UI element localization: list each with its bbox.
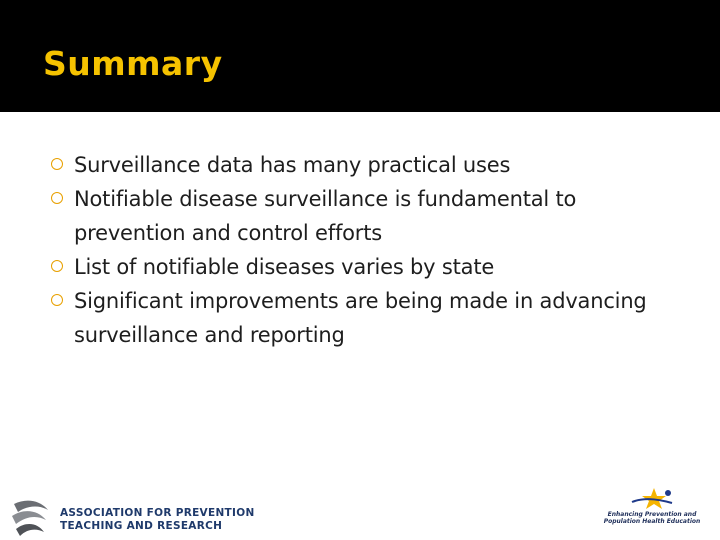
hollow-circle-bullet-icon [51,158,63,170]
eppe-line-2: Population Health Education [603,518,701,525]
eppe-logo [596,486,708,530]
hollow-circle-bullet-icon [51,260,63,272]
bullet-text: Surveillance data has many practical uses [74,153,511,177]
aptr-line-1: ASSOCIATION FOR PREVENTION [60,507,255,519]
eppe-wordmark [596,511,708,525]
eppe-line-1: Enhancing Prevention and [607,511,697,518]
bullet-item [48,182,668,250]
star-figure-icon [624,486,680,512]
slide-title: Summary [43,44,223,83]
aptr-logo [10,496,260,538]
bullet-text: List of notifiable diseases varies by state [74,255,495,279]
hollow-circle-bullet-icon [51,192,63,204]
bullet-text: Notifiable disease surveillance is fundamental to prevention and control efforts [74,187,577,245]
title-bar [0,0,720,112]
aptr-wordmark [60,507,255,533]
bullet-list [48,148,668,352]
aptr-line-2: TEACHING AND RESEARCH [60,520,223,532]
aptr-swoosh-icon [10,496,52,538]
hollow-circle-bullet-icon [51,294,63,306]
bullet-text: Significant improvements are being made in advancing surveillance and reporting [74,289,647,347]
bullet-item [48,250,668,284]
bullet-item [48,148,668,182]
bullet-item [48,284,668,352]
